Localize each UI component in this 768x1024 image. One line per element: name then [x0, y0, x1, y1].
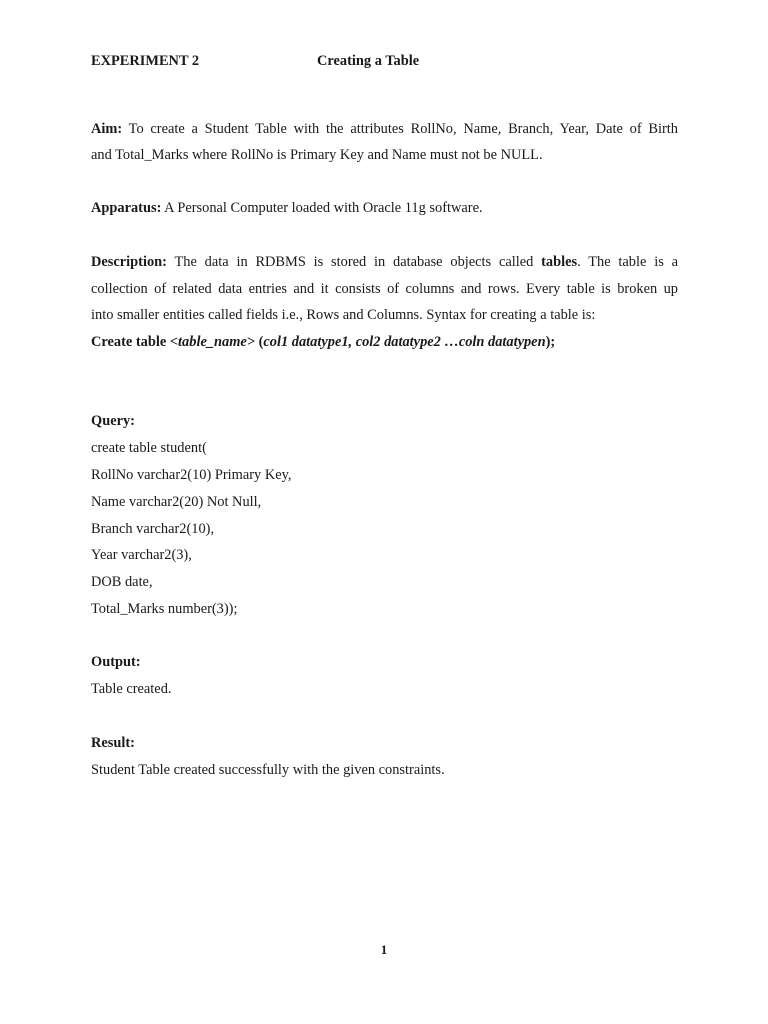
description-text-b: . The table is a [577, 254, 678, 270]
create-table-syntax [91, 333, 555, 351]
description-paragraph [91, 253, 678, 271]
query-line: Branch varchar2(10), [91, 521, 215, 537]
description-text-line3: into smaller entities called fields i.e., Rows and Columns. Syntax for creating a table is: [91, 307, 596, 323]
aim-text-line1: To create a Student Table with the attributes RollNo, Name, Branch, Year, Date of Birth [122, 121, 678, 137]
syntax-columns: col1 datatype1, col2 datatype2 …coln datatypen [263, 334, 546, 350]
syntax-close: ); [545, 334, 556, 350]
query-heading: Query: [91, 413, 135, 429]
query-line: DOB date, [91, 574, 153, 590]
query-line: Year varchar2(3), [91, 547, 192, 563]
syntax-keyword: Create table [91, 334, 170, 350]
output-text: Table created. [91, 681, 172, 697]
description-text-a: The data in RDBMS is stored in database objects called [166, 254, 542, 270]
syntax-table-name: <table_name> [169, 334, 256, 350]
aim-paragraph [91, 120, 678, 138]
apparatus-text: A Personal Computer loaded with Oracle 11g software. [161, 200, 483, 216]
query-line: RollNo varchar2(10) Primary Key, [91, 467, 292, 483]
experiment-number: EXPERIMENT 2 [91, 53, 200, 69]
description-keyword-tables: tables [541, 254, 578, 270]
page-number: 1 [380, 942, 388, 957]
experiment-title: Creating a Table [317, 53, 420, 69]
description-label: Description: [91, 254, 167, 270]
syntax-open-paren: ( [255, 334, 264, 350]
apparatus-paragraph [91, 199, 483, 217]
output-heading: Output: [91, 654, 141, 670]
description-text-line2: collection of related data entries and it consists of columns and rows. Every table is broken up [91, 281, 678, 297]
query-line: create table student( [91, 440, 207, 456]
result-text: Student Table created successfully with the given constraints. [91, 762, 445, 778]
apparatus-label: Apparatus: [91, 200, 162, 216]
result-heading: Result: [91, 735, 135, 751]
aim-text-line2: and Total_Marks where RollNo is Primary Key and Name must not be NULL. [91, 147, 543, 163]
query-line: Total_Marks number(3)); [91, 601, 238, 617]
query-line: Name varchar2(20) Not Null, [91, 494, 262, 510]
aim-label: Aim: [91, 121, 123, 137]
